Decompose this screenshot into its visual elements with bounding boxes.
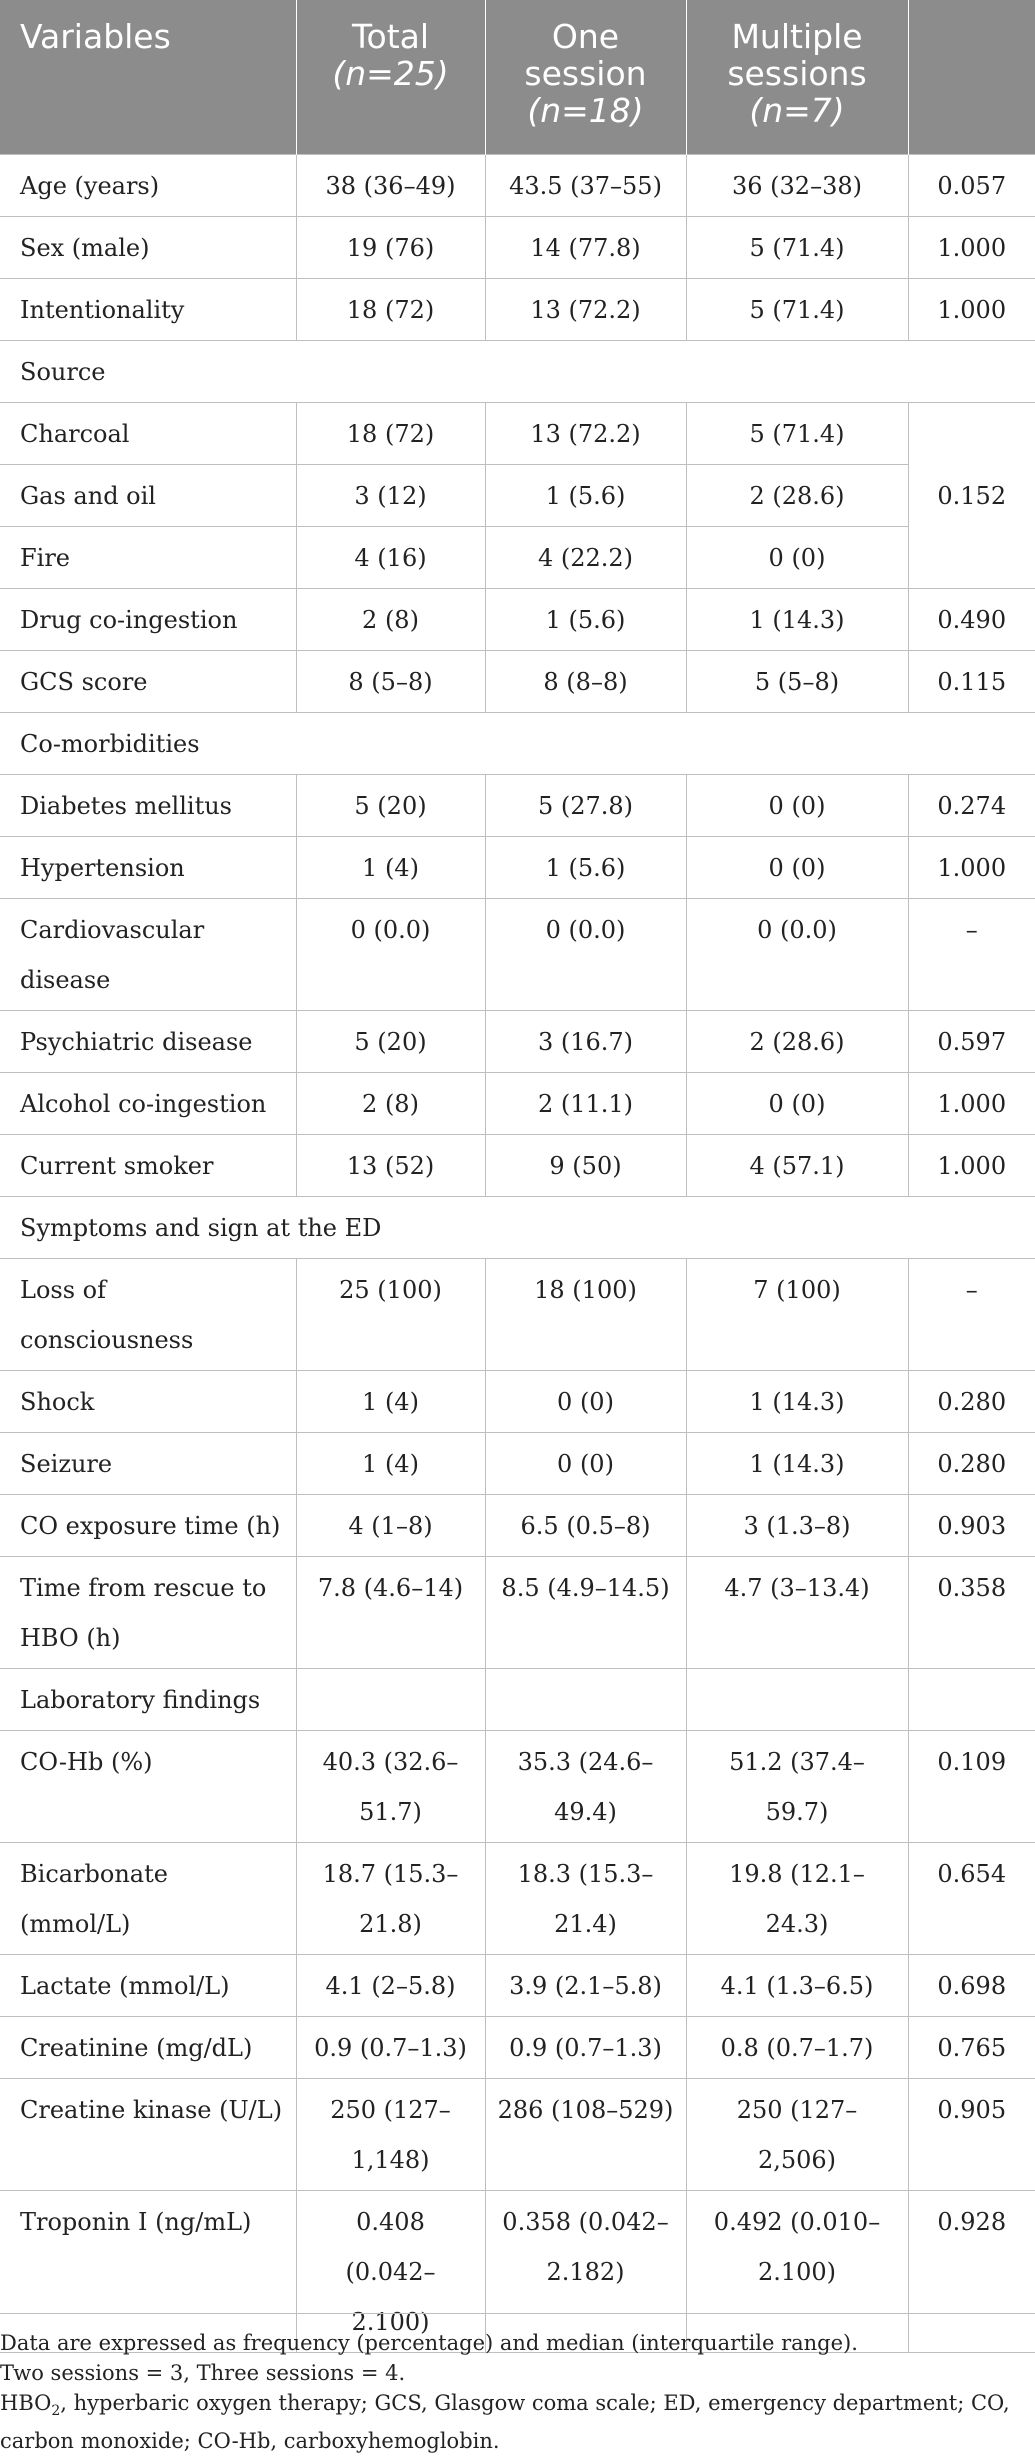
section-row bbox=[0, 1196, 1035, 1258]
row-label: CO exposure time (h) bbox=[0, 1494, 296, 1556]
table-row bbox=[0, 526, 1035, 588]
cell-multiple-sessions: 5 (71.4) bbox=[686, 278, 908, 340]
cell-p-value: 0.490 bbox=[908, 588, 1035, 650]
row-label: Cardiovascular disease bbox=[0, 898, 296, 1010]
cell-p-value: 0.698 bbox=[908, 1954, 1035, 2016]
cell-multiple-sessions: 0.492 (0.010– 2.100) bbox=[686, 2190, 908, 2352]
cell-total: 18 (72) bbox=[296, 402, 485, 464]
row-label: Bicarbonate (mmol/L) bbox=[0, 1842, 296, 1954]
row-label: Gas and oil bbox=[0, 464, 296, 526]
row-label: Sex (male) bbox=[0, 216, 296, 278]
header-one-session: One session (n=18) bbox=[485, 0, 686, 154]
cell-multiple-sessions: 5 (71.4) bbox=[686, 402, 908, 464]
cell-p-value: 0.280 bbox=[908, 1432, 1035, 1494]
cell-multiple-sessions: 3 (1.3–8) bbox=[686, 1494, 908, 1556]
cell-total: 2 (8) bbox=[296, 1072, 485, 1134]
table-row bbox=[0, 588, 1035, 650]
table-row bbox=[0, 836, 1035, 898]
cell-p-value: 1.000 bbox=[908, 836, 1035, 898]
cell-multiple-sessions: 0 (0) bbox=[686, 774, 908, 836]
row-label: Seizure bbox=[0, 1432, 296, 1494]
cell-one-session: 0.9 (0.7–1.3) bbox=[485, 2016, 686, 2078]
cell-total: 4.1 (2–5.8) bbox=[296, 1954, 485, 2016]
header-total: Total (n=25) bbox=[296, 0, 485, 154]
row-label: Psychiatric disease bbox=[0, 1010, 296, 1072]
cell-total: 0.9 (0.7–1.3) bbox=[296, 2016, 485, 2078]
table-footnotes bbox=[0, 2313, 1035, 2456]
header-variables: Variables bbox=[0, 0, 296, 154]
cell-multiple-sessions: 5 (71.4) bbox=[686, 216, 908, 278]
cell-p-value: 0.597 bbox=[908, 1010, 1035, 1072]
section-row bbox=[0, 712, 1035, 774]
header-multiple-sessions: Multiple sessions (n=7) bbox=[686, 0, 908, 154]
cell-one-session: 3.9 (2.1–5.8) bbox=[485, 1954, 686, 2016]
table-row bbox=[0, 898, 1035, 1010]
cell-multiple-sessions: 2 (28.6) bbox=[686, 1010, 908, 1072]
cell-p-value: 0.928 bbox=[908, 2190, 1035, 2352]
cell-p-value: 0.358 bbox=[908, 1556, 1035, 1668]
cell-multiple-sessions: 250 (127– 2,506) bbox=[686, 2078, 908, 2190]
cell-multiple-sessions: 36 (32–38) bbox=[686, 154, 908, 216]
cell-one-session: 8 (8–8) bbox=[485, 650, 686, 712]
table-row bbox=[0, 1072, 1035, 1134]
section-label-source: Source bbox=[0, 340, 1035, 402]
cell-multiple-sessions: 0 (0) bbox=[686, 526, 908, 588]
row-label: Creatinine (mg/dL) bbox=[0, 2016, 296, 2078]
cell-total: 4 (1–8) bbox=[296, 1494, 485, 1556]
table-row bbox=[0, 278, 1035, 340]
table-row bbox=[0, 1556, 1035, 1668]
row-label: GCS score bbox=[0, 650, 296, 712]
cell-p-value: 0.274 bbox=[908, 774, 1035, 836]
cell-p-value: 1.000 bbox=[908, 1072, 1035, 1134]
cell-one-session: 0 (0) bbox=[485, 1432, 686, 1494]
cell-total: 4 (16) bbox=[296, 526, 485, 588]
cell-one-session: 14 (77.8) bbox=[485, 216, 686, 278]
row-label: Age (years) bbox=[0, 154, 296, 216]
table-row bbox=[0, 1842, 1035, 1954]
cell-total: 250 (127– 1,148) bbox=[296, 2078, 485, 2190]
header-p-value bbox=[908, 0, 1035, 154]
cell-multiple-sessions: 5 (5–8) bbox=[686, 650, 908, 712]
section-label-symptoms: Symptoms and sign at the ED bbox=[0, 1196, 1035, 1258]
table-row bbox=[0, 650, 1035, 712]
cell-p-value: 0.903 bbox=[908, 1494, 1035, 1556]
cell-one-session: 18.3 (15.3– 21.4) bbox=[485, 1842, 686, 1954]
cell-total: 0.408 (0.042– 2.100) bbox=[296, 2190, 485, 2352]
cell-one-session: 13 (72.2) bbox=[485, 402, 686, 464]
cell-total: 0 (0.0) bbox=[296, 898, 485, 1010]
cell-total: 40.3 (32.6– 51.7) bbox=[296, 1730, 485, 1842]
cell-total: 1 (4) bbox=[296, 836, 485, 898]
section-label-co-morbidities: Co-morbidities bbox=[0, 712, 1035, 774]
cell-p-value: 0.115 bbox=[908, 650, 1035, 712]
cell-one-session: 286 (108–529) bbox=[485, 2078, 686, 2190]
cell-one-session: 6.5 (0.5–8) bbox=[485, 1494, 686, 1556]
cell-total: 19 (76) bbox=[296, 216, 485, 278]
cell-total: 13 (52) bbox=[296, 1134, 485, 1196]
cell-empty bbox=[908, 1668, 1035, 1730]
cell-empty bbox=[686, 1668, 908, 1730]
cell-multiple-sessions: 7 (100) bbox=[686, 1258, 908, 1370]
row-label: Diabetes mellitus bbox=[0, 774, 296, 836]
cell-p-value: – bbox=[908, 898, 1035, 1010]
cell-multiple-sessions: 0 (0) bbox=[686, 1072, 908, 1134]
row-label: Drug co-ingestion bbox=[0, 588, 296, 650]
cell-empty bbox=[485, 1668, 686, 1730]
cell-multiple-sessions: 4.7 (3–13.4) bbox=[686, 1556, 908, 1668]
table-row bbox=[0, 1494, 1035, 1556]
cell-one-session: 13 (72.2) bbox=[485, 278, 686, 340]
table-row bbox=[0, 464, 1035, 526]
cell-one-session: 18 (100) bbox=[485, 1258, 686, 1370]
cell-one-session: 4 (22.2) bbox=[485, 526, 686, 588]
table-row bbox=[0, 402, 1035, 464]
cell-p-value-source: 0.152 bbox=[908, 402, 1035, 588]
cell-multiple-sessions: 0.8 (0.7–1.7) bbox=[686, 2016, 908, 2078]
cell-p-value: 0.765 bbox=[908, 2016, 1035, 2078]
cell-multiple-sessions: 4.1 (1.3–6.5) bbox=[686, 1954, 908, 2016]
row-label: CO-Hb (%) bbox=[0, 1730, 296, 1842]
cell-multiple-sessions: 51.2 (37.4– 59.7) bbox=[686, 1730, 908, 1842]
cell-p-value: 1.000 bbox=[908, 1134, 1035, 1196]
table-row bbox=[0, 1432, 1035, 1494]
row-label: Intentionality bbox=[0, 278, 296, 340]
row-label: Lactate (mmol/L) bbox=[0, 1954, 296, 2016]
cell-multiple-sessions: 4 (57.1) bbox=[686, 1134, 908, 1196]
cell-multiple-sessions: 0 (0) bbox=[686, 836, 908, 898]
cell-multiple-sessions: 2 (28.6) bbox=[686, 464, 908, 526]
cell-total: 5 (20) bbox=[296, 1010, 485, 1072]
row-label: Alcohol co-ingestion bbox=[0, 1072, 296, 1134]
row-label: Hypertension bbox=[0, 836, 296, 898]
row-label: Creatine kinase (U/L) bbox=[0, 2078, 296, 2190]
cell-total: 8 (5–8) bbox=[296, 650, 485, 712]
cell-total: 25 (100) bbox=[296, 1258, 485, 1370]
cell-total: 18 (72) bbox=[296, 278, 485, 340]
cell-multiple-sessions: 0 (0.0) bbox=[686, 898, 908, 1010]
table-row bbox=[0, 774, 1035, 836]
cell-one-session: 0.358 (0.042– 2.182) bbox=[485, 2190, 686, 2352]
table-row bbox=[0, 1258, 1035, 1370]
row-label: Current smoker bbox=[0, 1134, 296, 1196]
cell-p-value: 0.905 bbox=[908, 2078, 1035, 2190]
section-row bbox=[0, 1668, 1035, 1730]
cell-total: 5 (20) bbox=[296, 774, 485, 836]
cell-total: 1 (4) bbox=[296, 1370, 485, 1432]
table-row bbox=[0, 2016, 1035, 2078]
cell-multiple-sessions: 1 (14.3) bbox=[686, 1432, 908, 1494]
cell-empty bbox=[296, 1668, 485, 1730]
cell-p-value: 0.057 bbox=[908, 154, 1035, 216]
footnote-abbreviations-cont: carbon monoxide; CO-Hb, carboxyhemoglobin. bbox=[0, 2429, 500, 2454]
cell-total: 2 (8) bbox=[296, 588, 485, 650]
cell-p-value: 0.280 bbox=[908, 1370, 1035, 1432]
cell-total: 3 (12) bbox=[296, 464, 485, 526]
row-label: Charcoal bbox=[0, 402, 296, 464]
section-row bbox=[0, 340, 1035, 402]
cell-one-session: 0 (0.0) bbox=[485, 898, 686, 1010]
cell-multiple-sessions: 1 (14.3) bbox=[686, 588, 908, 650]
row-label: Time from rescue to HBO (h) bbox=[0, 1556, 296, 1668]
cell-one-session: 1 (5.6) bbox=[485, 464, 686, 526]
cell-one-session: 35.3 (24.6– 49.4) bbox=[485, 1730, 686, 1842]
footnote-data-expression: Data are expressed as frequency (percentage) and median (interquartile range). bbox=[0, 2331, 858, 2355]
table-row bbox=[0, 1134, 1035, 1196]
row-label: Fire bbox=[0, 526, 296, 588]
cell-total: 38 (36–49) bbox=[296, 154, 485, 216]
row-label: Shock bbox=[0, 1370, 296, 1432]
section-label-laboratory: Laboratory findings bbox=[0, 1668, 296, 1730]
cell-one-session: 9 (50) bbox=[485, 1134, 686, 1196]
cell-p-value: 1.000 bbox=[908, 216, 1035, 278]
cell-one-session: 1 (5.6) bbox=[485, 836, 686, 898]
cell-one-session: 5 (27.8) bbox=[485, 774, 686, 836]
cell-one-session: 2 (11.1) bbox=[485, 1072, 686, 1134]
table-row bbox=[0, 1730, 1035, 1842]
table-row bbox=[0, 2078, 1035, 2190]
cell-one-session: 0 (0) bbox=[485, 1370, 686, 1432]
cell-total: 7.8 (4.6–14) bbox=[296, 1556, 485, 1668]
cell-p-value: 0.654 bbox=[908, 1842, 1035, 1954]
cell-total: 18.7 (15.3– 21.8) bbox=[296, 1842, 485, 1954]
cell-multiple-sessions: 19.8 (12.1– 24.3) bbox=[686, 1842, 908, 1954]
cell-multiple-sessions: 1 (14.3) bbox=[686, 1370, 908, 1432]
footnote-abbreviations: $HBO_2$, hyperbaric oxygen therapy; GCS, Glasgow coma scale; ED, emergency department; CO, bbox=[0, 2391, 1010, 2420]
row-label: Loss of consciousness bbox=[0, 1258, 296, 1370]
cell-one-session: 43.5 (37–55) bbox=[485, 154, 686, 216]
cell-one-session: 8.5 (4.9–14.5) bbox=[485, 1556, 686, 1668]
table-header-row bbox=[0, 0, 1035, 154]
table-row bbox=[0, 1370, 1035, 1432]
table-row bbox=[0, 216, 1035, 278]
table-row bbox=[0, 154, 1035, 216]
cell-p-value: 1.000 bbox=[908, 278, 1035, 340]
cell-one-session: 3 (16.7) bbox=[485, 1010, 686, 1072]
footnote-sessions: Two sessions = 3, Three sessions = 4. bbox=[0, 2361, 406, 2385]
table-row bbox=[0, 1010, 1035, 1072]
table-row bbox=[0, 1954, 1035, 2016]
cell-one-session: 1 (5.6) bbox=[485, 588, 686, 650]
cell-p-value: 0.109 bbox=[908, 1730, 1035, 1842]
cell-total: 1 (4) bbox=[296, 1432, 485, 1494]
row-label: Troponin I (ng/mL) bbox=[0, 2190, 296, 2352]
cell-p-value: – bbox=[908, 1258, 1035, 1370]
